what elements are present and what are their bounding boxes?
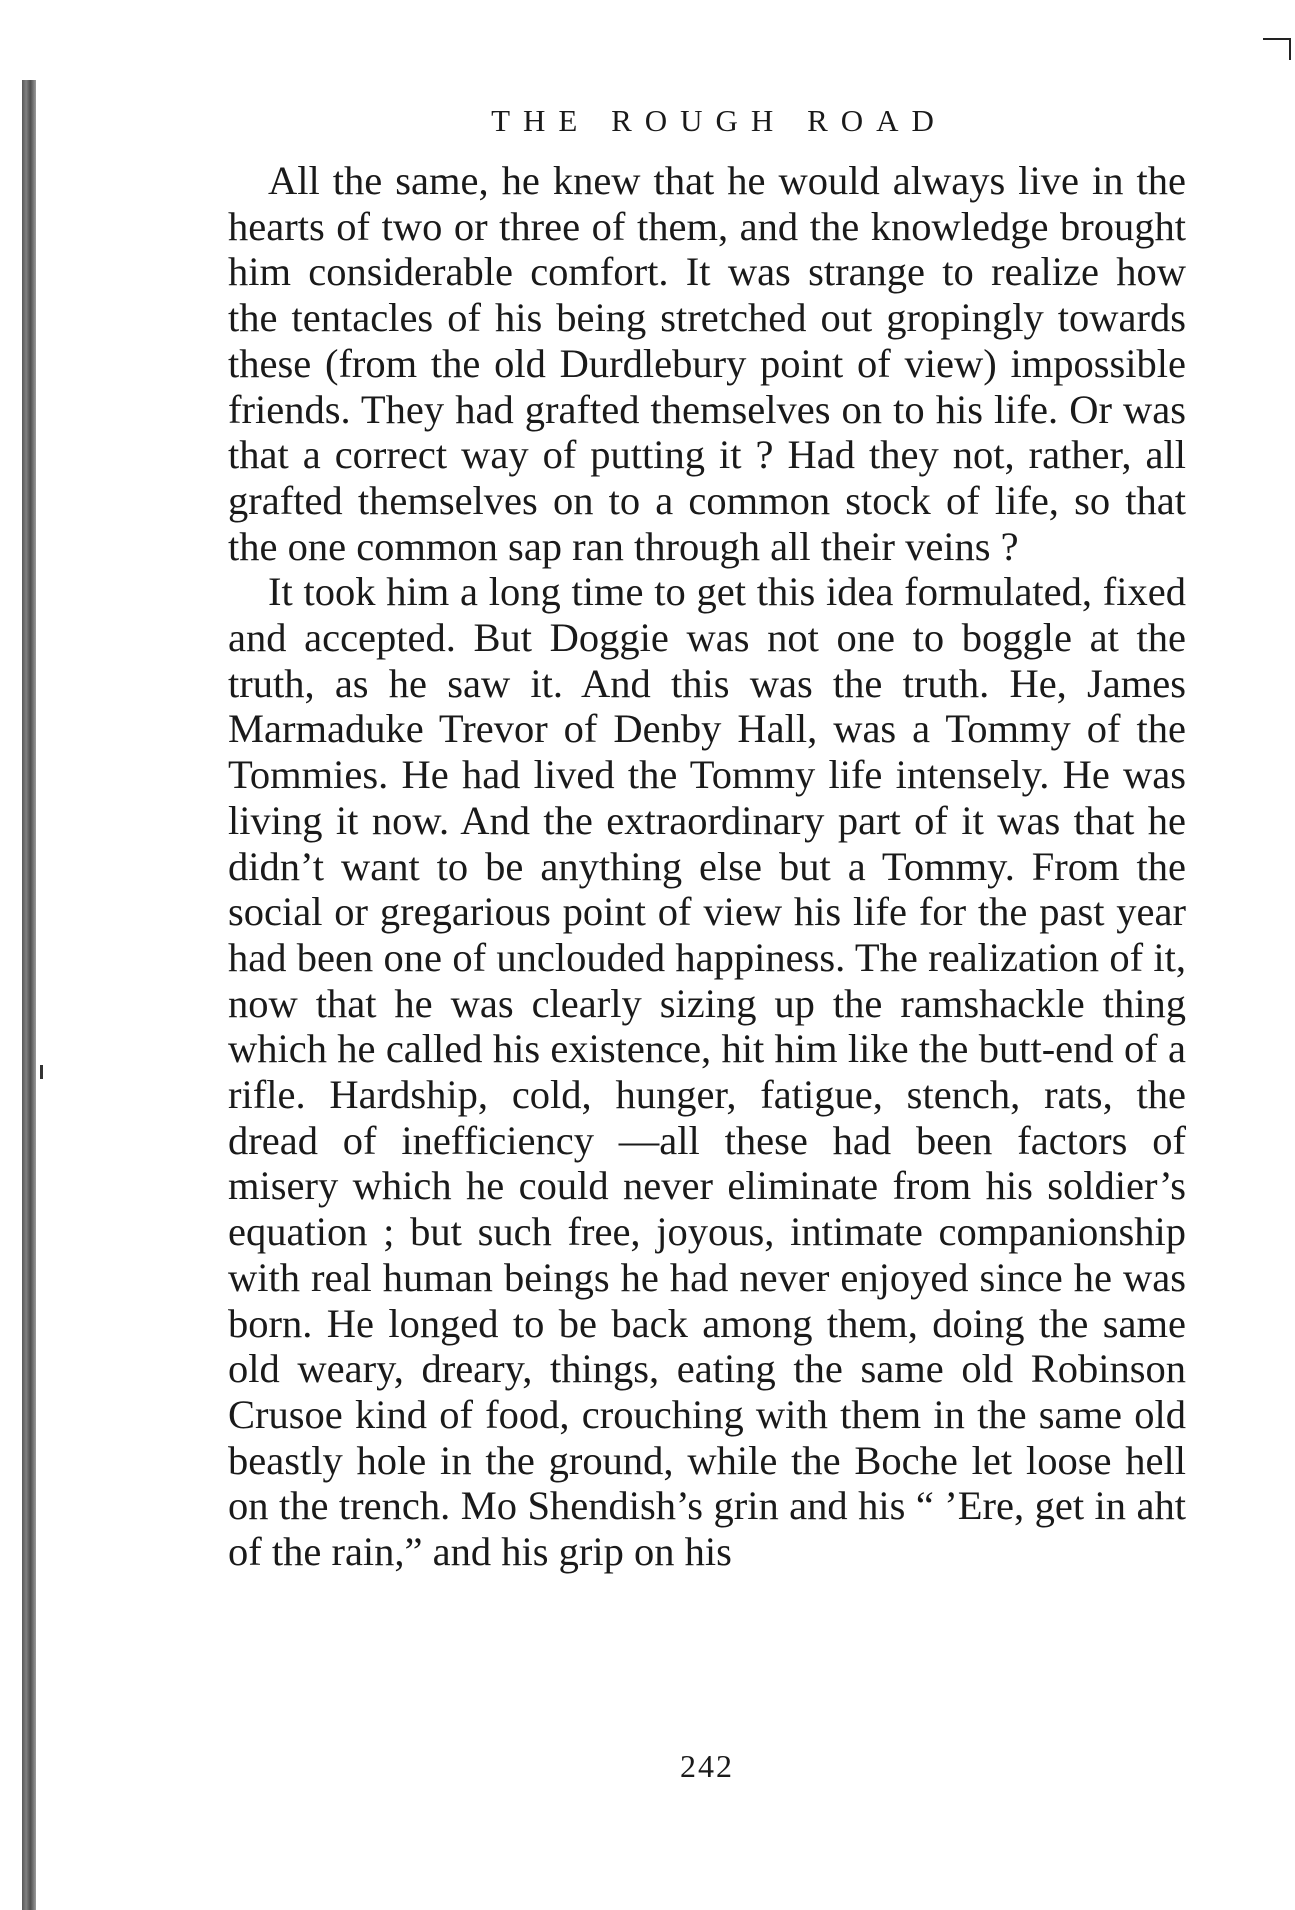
paragraph-2: It took him a long time to get this idea formulated, fixed and accepted. But Doggie was not one to boggle at the truth, as he saw it. And this was the truth. He, James Marmaduke Trevor of Denby Hall, was a Tommy of the Tommies. He had lived the Tommy life intensely. He was living it now. And the extraordinary part of it was that he didn’t want to be anything else but a Tommy. From the social or gregarious point of view his life for the past year had been one of unclouded happiness. The realization of it, now that he was clearly sizing up the ramshackle thing which he called his existence, hit him like the butt-end of a rifle. Hardship, cold, hunger, fatigue, stench, rats, the dread of inefficiency —all these had been factors of misery which he could never eliminate from his soldier’s equation ; but such free, joyous, intimate companionship with real human beings he had never enjoyed since he was born. He longed to be back among them, doing the same old weary, dreary, things, eating the same old Robinson Crusoe kind of food, crouching with them in the same old beastly hole in the ground, while the Boche let loose hell on the trench. Mo Shendish’s grin and his “ ’Ere, get in aht of the rain,” and his grip on his (228, 569, 1186, 1575)
running-head: THE ROUGH ROAD (491, 103, 947, 138)
book-page (228, 100, 1186, 1784)
page-corner-mark (1263, 38, 1291, 60)
page-number: 242 (680, 1748, 734, 1784)
paragraph-1: All the same, he knew that he would always live in the hearts of two or three of them, and the knowledge brought him considerable comfort. It was strange to realize how the tentacles of his being stretched out gropingly towards these (from the old Durdlebury point of view) impossible friends. They had grafted themselves on to his life. Or was that a correct way of putting it ? Had they not, rather, all grafted themselves on to a common stock of life, so that the one common sap ran through all their veins ? (228, 158, 1186, 569)
binding-mark (40, 1065, 43, 1079)
book-spine-shadow (22, 80, 36, 1910)
